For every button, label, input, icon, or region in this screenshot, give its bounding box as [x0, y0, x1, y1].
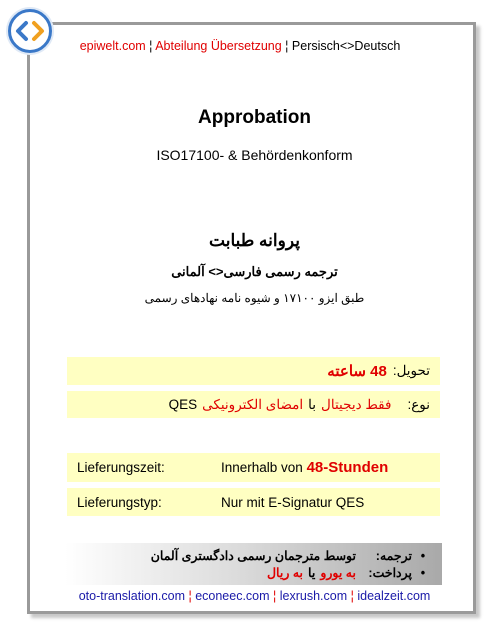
payment-connector: یا [308, 566, 316, 580]
fa-type-signature: امضای الکترونیکی [202, 396, 304, 412]
fa-type-label: نوع: [407, 396, 430, 412]
de-type-row [67, 488, 440, 516]
payment-rial: به ریال [266, 566, 304, 580]
document-title: Approbation [198, 107, 311, 128]
fa-delivery-value: 48 ساعته [327, 363, 387, 380]
fa-type-row [67, 391, 440, 418]
link-econeec[interactable]: econeec.com [195, 589, 270, 603]
de-type-label: Lieferungstyp: [77, 494, 162, 510]
partner-links [30, 589, 479, 603]
link-separator: ¦ [269, 589, 280, 603]
fa-delivery-label: تحویل: [392, 363, 430, 378]
link-idealzeit[interactable]: idealzeit.com [357, 589, 431, 603]
de-delivery-prefix: Innerhalb von [221, 460, 303, 475]
fa-type-connector: با [308, 396, 317, 412]
fa-type-value: فقط دیجیتال [321, 396, 392, 412]
persian-subtitle: ترجمه رسمی فارسی<> آلمانی [171, 264, 338, 279]
payment-line [65, 564, 434, 581]
link-lexrush[interactable]: lexrush.com [279, 589, 348, 603]
fa-delivery-row [67, 357, 440, 385]
document-subtitle: ISO17100- & Behördenkonform [156, 147, 353, 163]
payment-label: پرداخت: [368, 566, 412, 580]
link-separator: ¦ [185, 589, 196, 603]
code-brackets-icon [8, 9, 52, 53]
header-line [30, 39, 450, 53]
persian-standard-note: طبق ایزو ۱۷۱۰۰ و شیوه نامه نهادهای رسمی [144, 291, 365, 305]
translation-label: ترجمه: [375, 549, 412, 563]
site-link[interactable]: epiwelt.com [79, 39, 146, 53]
de-delivery-row [67, 453, 440, 482]
de-delivery-value: 48-Stunden [306, 459, 389, 476]
link-separator: ¦ [347, 589, 358, 603]
department-label: Abteilung Übersetzung [155, 39, 282, 53]
translation-value: توسط مترجمان رسمی دادگستری آلمان [150, 549, 356, 563]
de-delivery-label: Lieferungszeit: [77, 460, 165, 475]
bullet-icon: • [420, 548, 426, 563]
link-oto-translation[interactable]: oto-translation.com [78, 589, 185, 603]
language-pair: Persisch<>Deutsch [291, 39, 401, 53]
translation-line [65, 547, 434, 564]
info-banner [65, 543, 442, 585]
fa-type-qes: QES [168, 397, 198, 412]
persian-title: پروانه طبابت [209, 231, 300, 250]
de-type-value: Nur mit E-Signatur QES [221, 494, 365, 510]
header-separator: ¦ [145, 39, 156, 53]
bullet-icon: • [420, 565, 426, 580]
payment-euro: به یورو [320, 566, 356, 580]
header-separator: ¦ [281, 39, 292, 53]
